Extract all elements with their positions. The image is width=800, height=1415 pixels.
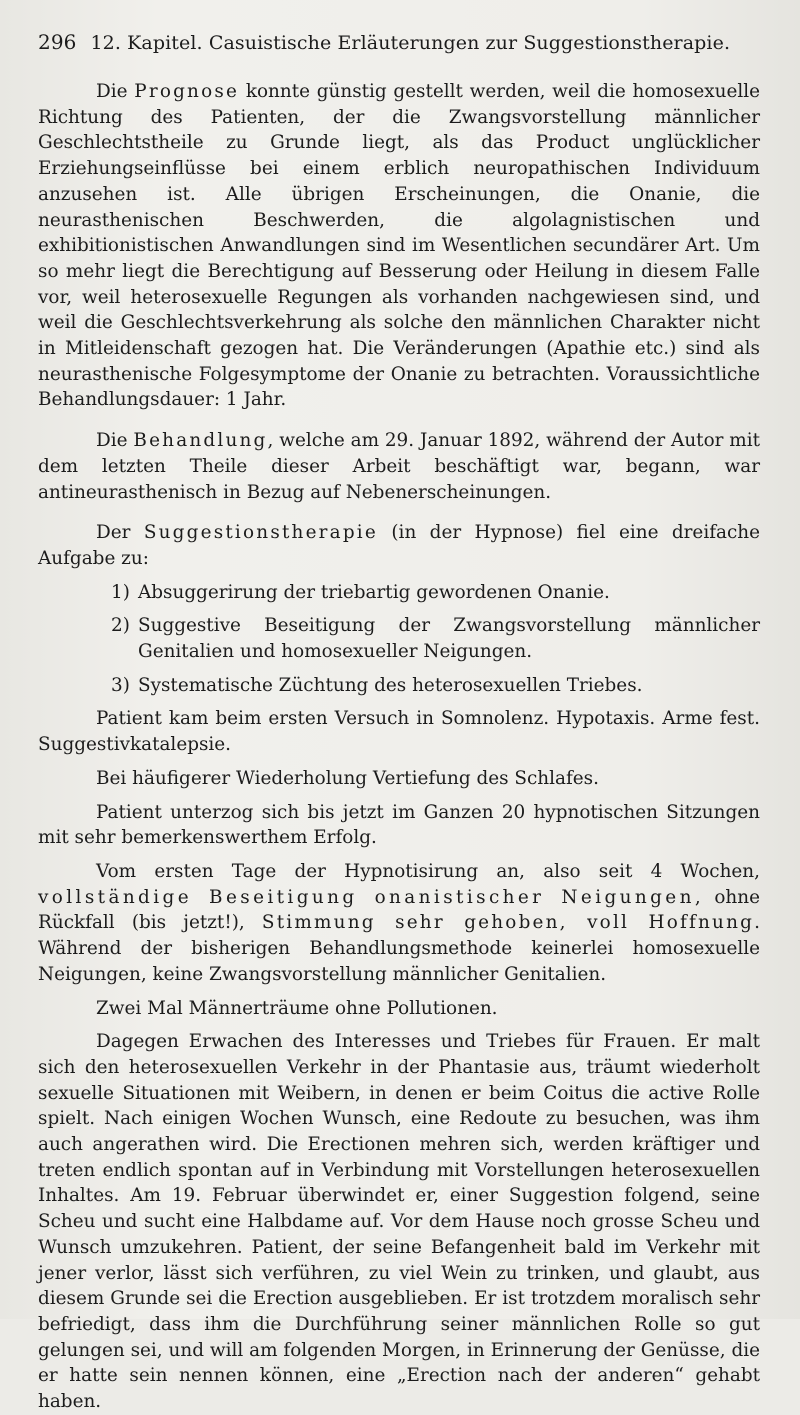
list-text: Suggestive Beseitigung der Zwangsvorstellung männlicher Genitalien und homosexueller Neigungen.: [138, 615, 760, 663]
paragraph-suggestionstherapie: [38, 520, 760, 571]
emphasis-term: Behandlung: [133, 430, 268, 452]
list-number: 1): [111, 581, 130, 603]
paragraph-text: , ohne Rückfall (bis jetzt!),: [38, 886, 760, 934]
paragraph-somnolenz: Patient kam beim ersten Versuch in Somnolenz. Hypotaxis. Arme fest. Suggestivkatalepsie.: [38, 708, 760, 756]
running-head: 12. Kapitel. Casuistische Erläuterungen zur Suggestionstherapie.: [90, 32, 731, 54]
list-item: [111, 613, 760, 664]
emphasis-term: Prognose: [134, 81, 240, 102]
paragraph-text: , welche am 29. Januar 1892, während der Autor mit dem letzten Theile dieser Arbeit beschäftigt war, begann, war antineurasthenisch in Bezug auf Nebenerscheinungen.: [38, 430, 760, 503]
emphasis-term: vollständige Beseitigung onanistischer Neigungen: [38, 886, 695, 908]
paragraph-hypnotisirung: [38, 859, 760, 988]
list-text: Absuggerirung der triebartig gewordenen Onanie.: [138, 581, 610, 603]
paragraph-maennertraeume: Zwei Mal Männerträume ohne Pollutionen.: [96, 997, 498, 1019]
page-number: 296: [38, 30, 77, 54]
list-item: [111, 580, 760, 606]
paragraph-text: konnte günstig gestellt werden, weil die homosexuelle Richtung des Patienten, der die Zwangsvorstellung männlicher Geschlechtstheile zu Grunde liegt, als das Product unglücklicher Erziehungseinflüsse bei einem erblich neuropathischen Individuum anzusehen ist. Alle übrigen Erscheinungen, die Onanie, die neurasthenischen Beschwerden, die algolagnistischen und exhibitionistischen Anwandlungen sind im Wesentlichen secundärer Art. Um so mehr liegt die Berechtigung auf Besserung oder Heilung in diesem Falle vor, weil heterosexuelle Regungen als vorhanden nachgewiesen sind, und weil die Geschlechtsverkehrung als solche den männlichen Charakter nicht in Mitleidenschaft gezogen hat. Die Veränderungen (Apathie etc.) sind als neurasthenische Folgesymptome der Onanie zu betrachten. Voraussichtliche Behandlungsdauer: 1 Jahr.: [38, 81, 761, 411]
page-body: [38, 79, 760, 1415]
paragraph-text: . Während der bisherigen Behandlungsmethode keinerlei homosexuelle Neigungen, keine Zwangsvorstellung männlicher Genitalien.: [38, 912, 760, 985]
paragraph-schlaf: Bei häufigerer Wiederholung Vertiefung des Schlafes.: [96, 767, 599, 789]
paragraph-behandlung: [38, 428, 760, 505]
paragraph-prognose: [38, 79, 760, 413]
paragraph-text: (in der Hypnose) fiel eine dreifache Aufgabe zu:: [38, 522, 760, 569]
list-item: [111, 673, 760, 699]
paragraph-text: Die: [96, 81, 135, 102]
paragraph-frauen: Dagegen Erwachen des Interesses und Triebes für Frauen. Er malt sich den heterosexuellen Verkehr in der Phantasie aus, träumt wiederholt sexuelle Situationen mit Weibern, in denen er beim Coitus die active Rolle spielt. Nach einigen Wochen Wunsch, eine Redoute zu besuchen, was ihm auch angerathen wird. Die Erectionen mehren sich, werden kräftiger und treten endlich spontan auf in Verbindung mit Vorstellungen heterosexuellen Inhaltes. Am 19. Februar überwindet er, einer Suggestion folgend, seine Scheu und sucht eine Halbdame auf. Vor dem Hause noch grosse Scheu und Wunsch umzukehren. Patient, der seine Befangenheit bald im Verkehr mit jener verlor, lässt sich verführen, zu viel Wein zu trinken, und glaubt, aus diesem Grunde sei die Erection ausgeblieben. Er ist trotzdem moralisch sehr befriedigt, dass ihm die Durchführung seiner männlichen Rolle so gut gelungen sei, und will am folgenden Morgen, in Erinnerung der Genüsse, die er hatte sein nennen können, eine „Erection nach der anderen“ gehabt haben.: [38, 1031, 760, 1413]
paragraph-text: Die: [96, 430, 134, 452]
paragraph-text: Der: [96, 522, 144, 544]
list-number: 3): [111, 674, 130, 696]
emphasis-term: Suggestionstherapie: [143, 522, 378, 544]
paragraph-sitzungen: Patient unterzog sich bis jetzt im Ganzen 20 hypnotischen Sitzungen mit sehr bemerkenswerthem Erfolg.: [38, 801, 760, 849]
paragraph-text: Vom ersten Tage der Hypnotisirung an, also seit 4 Wochen,: [96, 860, 760, 882]
emphasis-term: Stimmung sehr gehoben, voll Hoffnung: [261, 912, 755, 934]
list-text: Systematische Züchtung des heterosexuellen Triebes.: [138, 674, 643, 696]
page-header: [38, 30, 760, 55]
list-number: 2): [111, 615, 130, 637]
